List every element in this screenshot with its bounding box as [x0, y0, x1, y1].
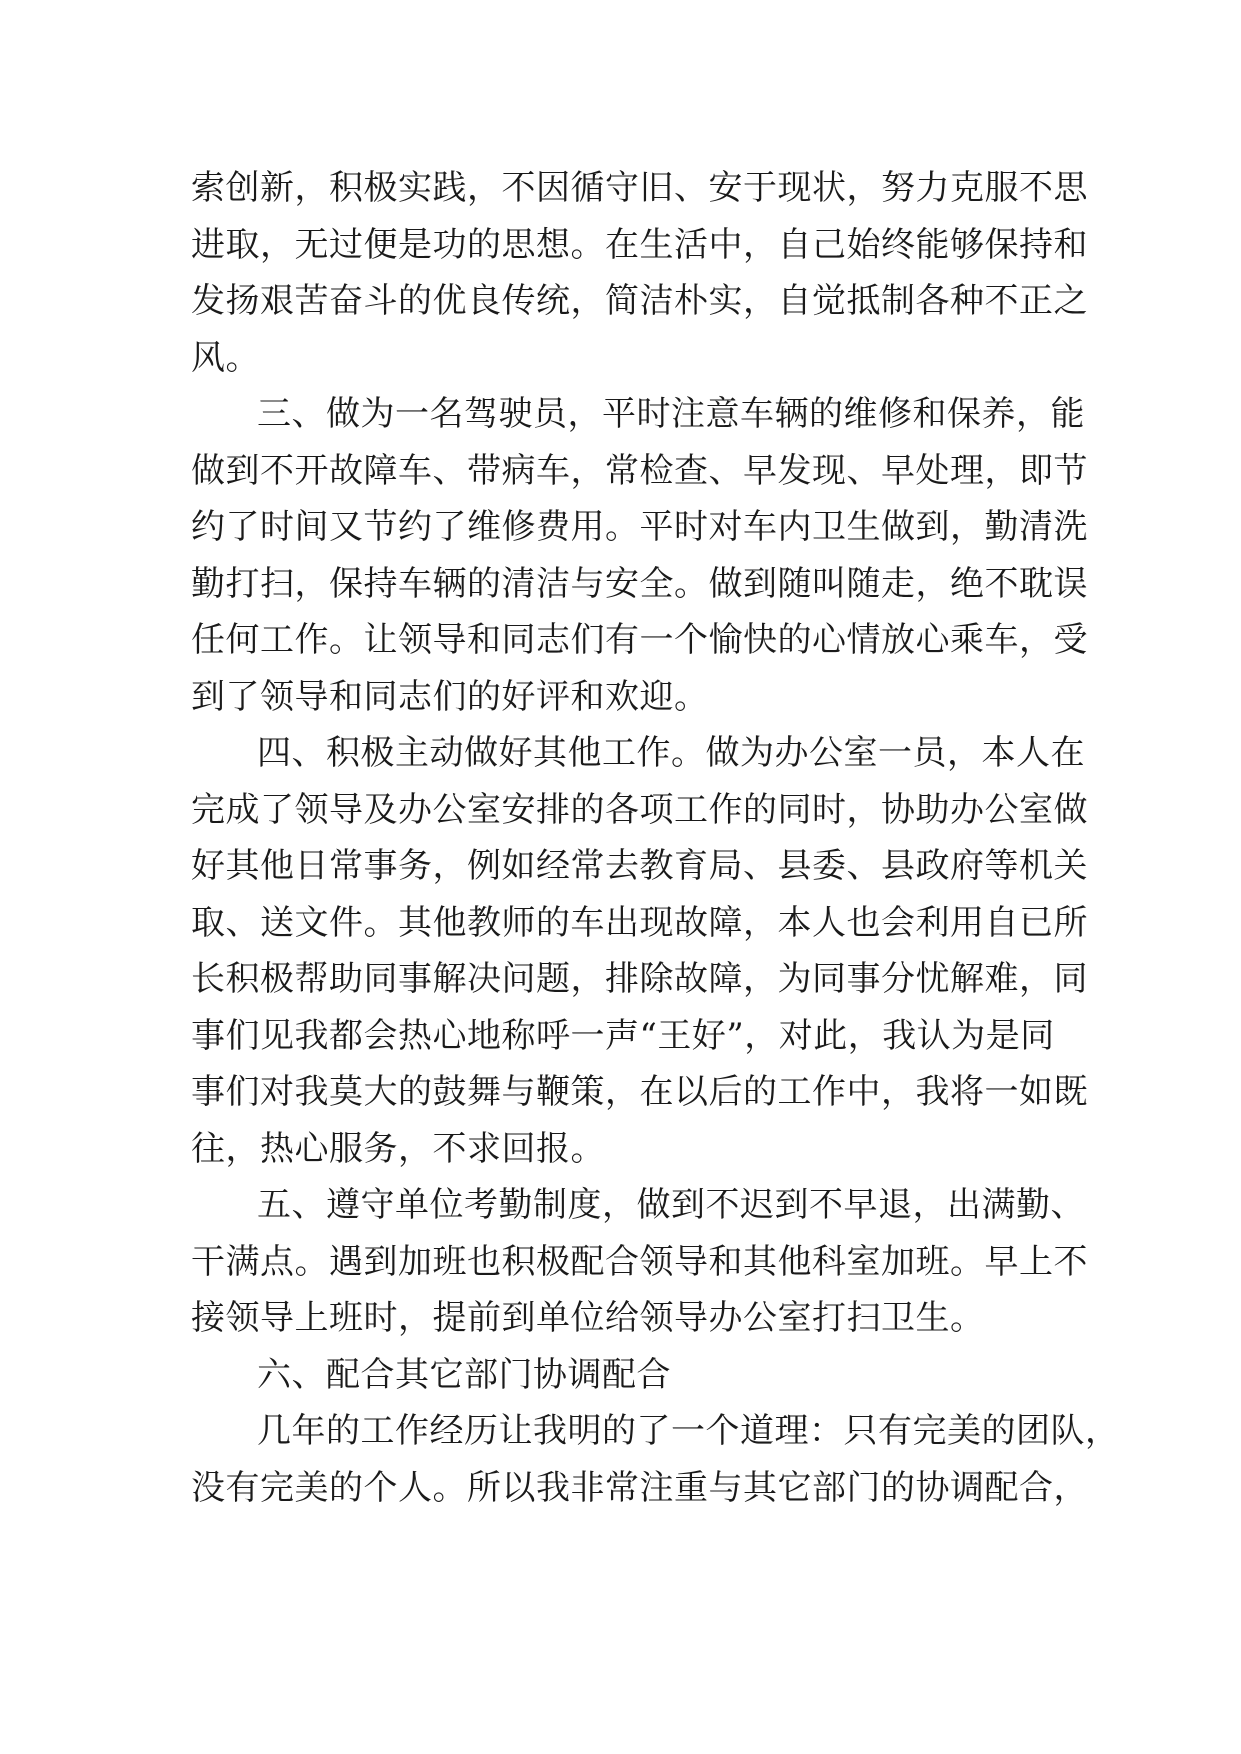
text-line: 勤打扫，保持车辆的清洁与安全。做到随叫随走，绝不耽误: [191, 563, 1088, 604]
text-line: 干满点。遇到加班也积极配合领导和其他科室加班。早上不: [191, 1241, 1088, 1282]
paragraph-start-line: 四、积极主动做好其他工作。做为办公室一员，本人在: [257, 733, 1085, 773]
text-line: 事们见我都会热心地称呼一声“王好”，对此，我认为是同: [191, 1015, 1055, 1056]
text-line: 取、送文件。其他教师的车出现故障，本人也会利用自已所: [191, 902, 1088, 943]
paragraph-start-line: 几年的工作经历让我明的了一个道理：只有完美的团队，: [257, 1411, 1120, 1451]
paragraph-start-line: 三、做为一名驾驶员，平时注意车辆的维修和保养，能: [257, 394, 1085, 434]
text-line: 好其他日常事务，例如经常去教育局、县委、县政府等机关: [191, 846, 1088, 886]
text-line: 发扬艰苦奋斗的优良传统，简洁朴实，自觉抵制各种不正之: [191, 281, 1088, 321]
text-line: 往，热心服务，不求回报。: [191, 1128, 605, 1169]
section-heading: 六、配合其它部门协调配合: [257, 1354, 671, 1395]
text-line: 事们对我莫大的鼓舞与鞭策，在以后的工作中，我将一如既: [191, 1072, 1088, 1112]
text-line: 任何工作。让领导和同志们有一个愉快的心情放心乘车，受: [191, 620, 1088, 660]
paragraph-start-line: 五、遵守单位考勤制度，做到不迟到不早退，出满勤、: [257, 1185, 1085, 1225]
text-line: 长积极帮助同事解决问题，排除故障，为同事分忧解难，同: [191, 959, 1088, 999]
text-line: 约了时间又节约了维修费用。平时对车内卫生做到，勤清洗: [191, 507, 1088, 547]
text-line: 完成了领导及办公室安排的各项工作的同时，协助办公室做: [191, 789, 1088, 830]
text-line: 做到不开故障车、带病车，常检查、早发现、早处理，即节: [191, 450, 1088, 491]
text-line: 没有完美的个人。所以我非常注重与其它部门的协调配合，: [191, 1467, 1088, 1508]
text-line: 到了领导和同志们的好评和欢迎。: [191, 676, 709, 717]
text-line: 索创新，积极实践，不因循守旧、安于现状，努力克服不思: [191, 168, 1088, 208]
text-line: 接领导上班时，提前到单位给领导办公室打扫卫生。: [191, 1298, 985, 1338]
text-line: 进取，无过便是功的思想。在生活中，自己始终能够保持和: [191, 224, 1088, 265]
document-body: [191, 160, 1120, 1516]
text-line: 风。: [191, 337, 260, 378]
